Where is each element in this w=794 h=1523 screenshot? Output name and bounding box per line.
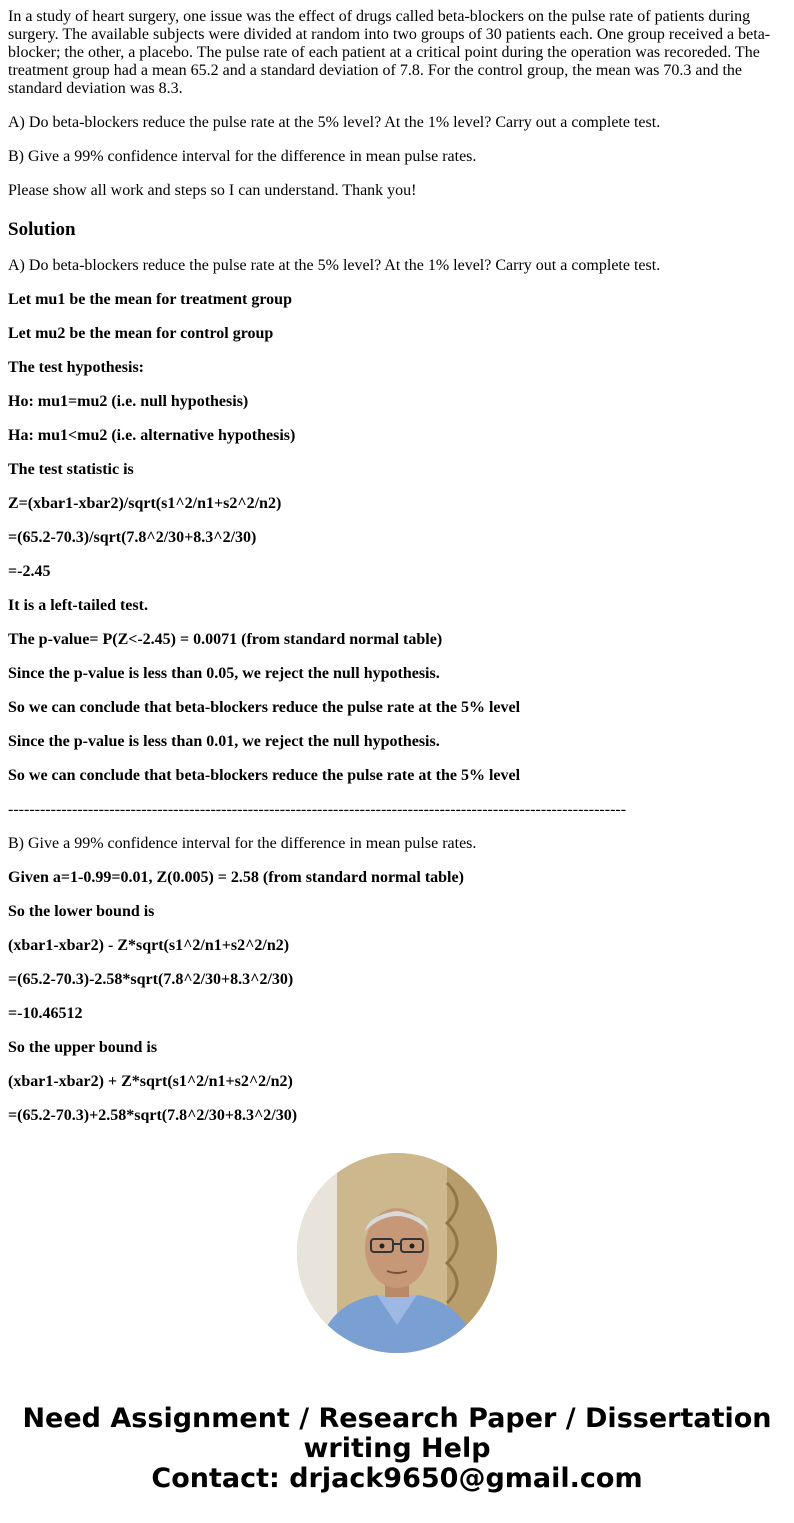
question-request: Please show all work and steps so I can understand. Thank you! xyxy=(8,182,417,199)
document-body xyxy=(8,8,786,1123)
solution-line: So we can conclude that beta-blockers reduce the pulse rate at the 5% level xyxy=(8,699,521,716)
solution-line: So the lower bound is xyxy=(8,903,155,920)
question-text: In a study of heart surgery, one issue was the effect of drugs called beta-blockers on the pulse rate of patients during surgery. The available subjects were divided at random into two groups of 30 patients each. One group received a beta-blocker; the other, a placebo. The pulse rate of each patient at a critical point during the operation was recoreded. The treatment group had a mean 65.2 and a standard deviation of 7.8. For the control group, the mean was 70.3 and the standard deviation was 8.3. xyxy=(8,8,771,97)
solution-part-a-prompt: A) Do beta-blockers reduce the pulse rate at the 5% level? At the 1% level? Carry out a complete test. xyxy=(8,257,661,274)
solution-line: =(65.2-70.3)/sqrt(7.8^2/30+8.3^2/30) xyxy=(8,529,257,546)
solution-line: Ha: mu1<mu2 (i.e. alternative hypothesis) xyxy=(8,427,296,444)
solution-line: Let mu1 be the mean for treatment group xyxy=(8,291,292,308)
solution-line: Given a=1-0.99=0.01, Z(0.005) = 2.58 (from standard normal table) xyxy=(8,869,464,886)
solution-line: The p-value= P(Z<-2.45) = 0.0071 (from standard normal table) xyxy=(8,631,443,648)
solution-line: It is a left-tailed test. xyxy=(8,597,148,614)
footer-contact: Contact: drjack9650@gmail.com xyxy=(151,1463,643,1494)
author-portrait-image xyxy=(297,1153,497,1353)
solution-line: =(65.2-70.3)+2.58*sqrt(7.8^2/30+8.3^2/30) xyxy=(8,1107,298,1123)
solution-heading: Solution xyxy=(8,219,76,240)
solution-line: The test statistic is xyxy=(8,461,134,478)
solution-line: The test hypothesis: xyxy=(8,359,145,376)
footer-banner xyxy=(0,1404,794,1494)
solution-line: =-2.45 xyxy=(8,563,51,580)
section-divider: -------------------------------------------------------------------------------------------------------------------- xyxy=(8,801,627,818)
solution-line: (xbar1-xbar2) + Z*sqrt(s1^2/n1+s2^2/n2) xyxy=(8,1073,293,1090)
solution-line: (xbar1-xbar2) - Z*sqrt(s1^2/n1+s2^2/n2) xyxy=(8,937,290,954)
solution-line: Let mu2 be the mean for control group xyxy=(8,325,274,342)
footer-line: writing Help xyxy=(303,1433,491,1464)
question-part-b: B) Give a 99% confidence interval for the difference in mean pulse rates. xyxy=(8,148,477,165)
solution-line: Z=(xbar1-xbar2)/sqrt(s1^2/n1+s2^2/n2) xyxy=(8,495,282,512)
footer-line: Need Assignment / Research Paper / Dissertation xyxy=(22,1403,772,1434)
solution-part-b-prompt: B) Give a 99% confidence interval for the difference in mean pulse rates. xyxy=(8,835,477,852)
solution-line: Since the p-value is less than 0.01, we reject the null hypothesis. xyxy=(8,733,440,750)
solution-line: So we can conclude that beta-blockers reduce the pulse rate at the 5% level xyxy=(8,767,521,784)
author-avatar xyxy=(297,1153,497,1353)
question-part-a: A) Do beta-blockers reduce the pulse rate at the 5% level? At the 1% level? Carry out a complete test. xyxy=(8,114,661,131)
solution-line: =-10.46512 xyxy=(8,1005,83,1022)
solution-line: Ho: mu1=mu2 (i.e. null hypothesis) xyxy=(8,393,249,410)
solution-line: Since the p-value is less than 0.05, we reject the null hypothesis. xyxy=(8,665,440,682)
solution-line: So the upper bound is xyxy=(8,1039,158,1056)
solution-line: =(65.2-70.3)-2.58*sqrt(7.8^2/30+8.3^2/30) xyxy=(8,971,294,988)
